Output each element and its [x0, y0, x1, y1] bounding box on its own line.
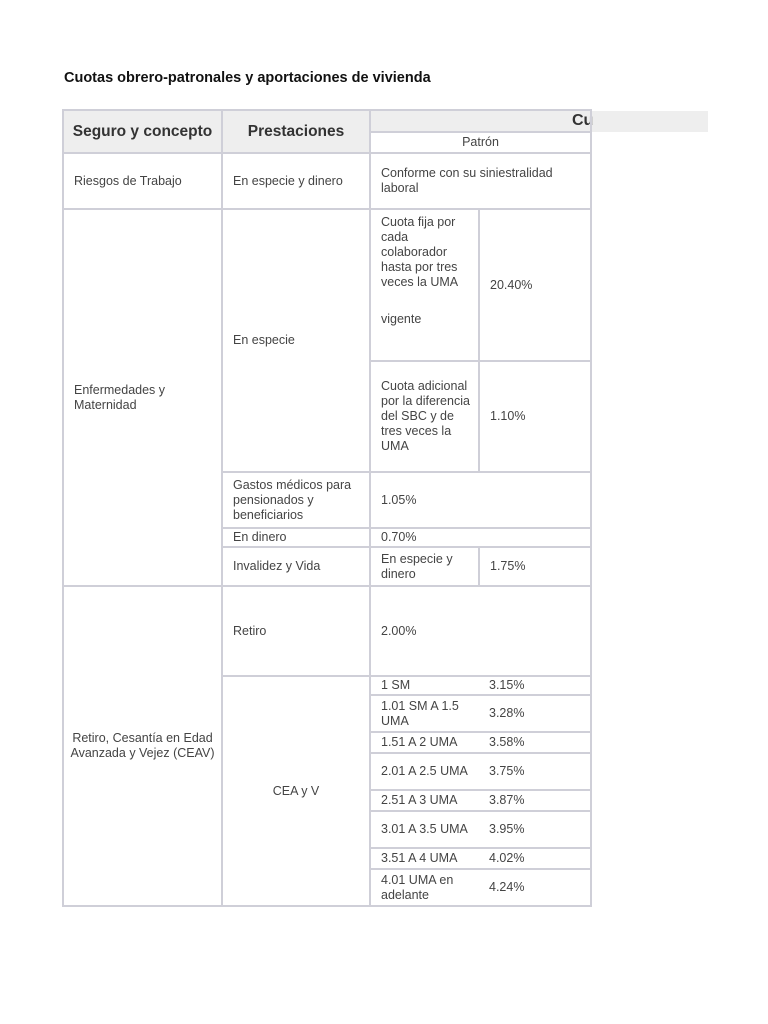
- prestacion-en-especie: En especie: [222, 209, 370, 472]
- cuota-adicional-desc: Cuota adicional por la diferencia del SBC y de tres veces la UMA: [370, 361, 479, 472]
- bracket-rate: 4.02%: [479, 848, 591, 869]
- cuota-fija-text: Cuota fija por cada colaborador hasta por tres veces la UMA: [381, 215, 459, 289]
- prestacion-riesgos: En especie y dinero: [222, 153, 370, 209]
- bracket-rate: 3.75%: [479, 753, 591, 790]
- cuota-fija-vigente: vigente: [381, 312, 422, 326]
- cuota-adicional-value: 1.10%: [479, 361, 591, 472]
- truncated-header-text: Cu: [572, 112, 594, 129]
- bracket-rate: 3.58%: [479, 732, 591, 753]
- header-prestaciones: Prestaciones: [222, 110, 370, 153]
- bracket-range: 1.01 SM A 1.5 UMA: [370, 695, 479, 732]
- bracket-rate: 3.15%: [479, 676, 591, 695]
- header-patron: Patrón: [370, 132, 591, 153]
- bracket-range: 2.51 A 3 UMA: [370, 790, 479, 811]
- bracket-range: 3.01 A 3.5 UMA: [370, 811, 479, 848]
- page-title: Cuotas obrero-patronales y aportaciones de vivienda: [64, 70, 431, 86]
- prestacion-retiro: Retiro: [222, 586, 370, 676]
- prestacion-en-dinero: En dinero: [222, 528, 370, 547]
- prestacion-cea-v: CEA y V: [222, 676, 370, 906]
- bracket-range: 3.51 A 4 UMA: [370, 848, 479, 869]
- patron-riesgos: Conforme con su siniestralidad laboral: [370, 153, 591, 209]
- patron-retiro: 2.00%: [370, 586, 591, 676]
- bracket-range: 4.01 UMA en adelante: [370, 869, 479, 906]
- concepto-enfermedades: Enfermedades y Maternidad: [63, 209, 222, 586]
- header-seguro-concepto: Seguro y concepto: [63, 110, 222, 153]
- contributions-table-wrapper: [62, 109, 590, 911]
- patron-en-dinero: 0.70%: [370, 528, 591, 547]
- bracket-range: 2.01 A 2.5 UMA: [370, 753, 479, 790]
- bracket-range: 1.51 A 2 UMA: [370, 732, 479, 753]
- bracket-rate: 3.87%: [479, 790, 591, 811]
- cuota-fija-value: 20.40%: [479, 209, 591, 361]
- patron-invalidez: 1.75%: [479, 547, 591, 586]
- bracket-rate: 3.95%: [479, 811, 591, 848]
- bracket-range: 1 SM: [370, 676, 479, 695]
- patron-gastos-medicos: 1.05%: [370, 472, 591, 528]
- header-cuotas: [370, 110, 594, 132]
- contributions-table: [62, 109, 592, 907]
- concepto-invalidez: Invalidez y Vida: [222, 547, 370, 586]
- prestacion-invalidez: En especie y dinero: [370, 547, 479, 586]
- bracket-rate: 3.28%: [479, 695, 591, 732]
- prestacion-gastos-medicos: Gastos médicos para pensionados y beneficiarios: [222, 472, 370, 528]
- bracket-rate: 4.24%: [479, 869, 591, 906]
- concepto-ceav: Retiro, Cesantía en Edad Avanzada y Vejez (CEAV): [63, 586, 222, 906]
- concepto-riesgos: Riesgos de Trabajo: [63, 153, 222, 209]
- cuota-fija-desc: [370, 209, 479, 361]
